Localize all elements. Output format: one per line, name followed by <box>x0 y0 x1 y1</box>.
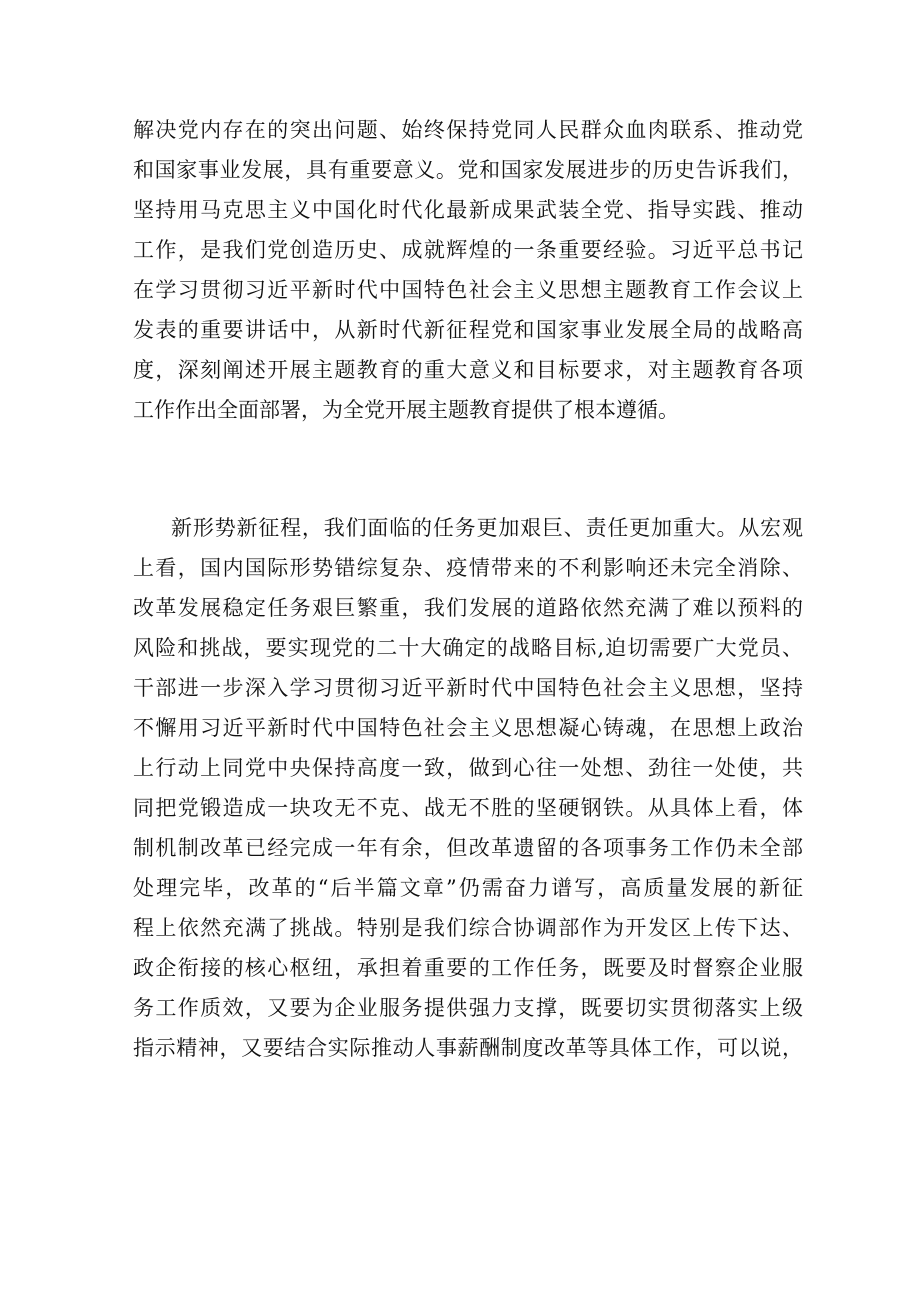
paragraph-line: 坚持用马克思主义中国化时代化最新成果武装全党、指导实践、推动 <box>133 198 803 222</box>
paragraph-line: 和国家事业发展，具有重要意义。党和国家发展进步的历史告诉我们， <box>133 158 803 182</box>
paragraph-line: 程上依然充满了挑战。特别是我们综合协调部作为开发区上传下达、 <box>133 916 803 940</box>
paragraph-line: 新形势新征程，我们面临的任务更加艰巨、责任更加重大。从宏观 <box>171 516 803 540</box>
paragraph-line: 改革发展稳定任务艰巨繁重，我们发展的道路依然充满了难以预料的 <box>133 596 803 620</box>
paragraph-line: 不懈用习近平新时代中国特色社会主义思想凝心铸魂，在思想上政治 <box>133 716 803 740</box>
paragraph-2 <box>133 508 803 1068</box>
paragraph-line: 发表的重要讲话中，从新时代新征程党和国家事业发展全局的战略高 <box>133 318 803 342</box>
paragraph-line: 制机制改革已经完成一年有余，但改革遗留的各项事务工作仍未全部 <box>133 836 803 860</box>
paragraph-line: 指示精神，又要结合实际推动人事薪酬制度改革等具体工作，可以说， <box>133 1036 803 1060</box>
paragraph-line: 同把党锻造成一块攻无不克、战无不胜的坚硬钢铁。从具体上看，体 <box>133 796 803 820</box>
paragraph-line: 风险和挑战，要实现党的二十大确定的战略目标,迫切需要广大党员、 <box>133 636 803 660</box>
paragraph-line: 处理完毕，改革的“后半篇文章”仍需奋力谱写，高质量发展的新征 <box>133 876 803 900</box>
paragraph-line: 上行动上同党中央保持高度一致，做到心往一处想、劲往一处使，共 <box>133 756 803 780</box>
paragraph-line: 工作，是我们党创造历史、成就辉煌的一条重要经验。习近平总书记 <box>133 238 803 262</box>
paragraph-line: 解决党内存在的突出问题、始终保持党同人民群众血肉联系、推动党 <box>133 118 803 142</box>
paragraph-line: 在学习贯彻习近平新时代中国特色社会主义思想主题教育工作会议上 <box>133 278 803 302</box>
paragraph-1 <box>133 110 803 430</box>
paragraph-line: 干部进一步深入学习贯彻习近平新时代中国特色社会主义思想，坚持 <box>133 676 803 700</box>
paragraph-line: 工作作出全面部署，为全党开展主题教育提供了根本遵循。 <box>133 398 679 422</box>
paragraph-line: 政企衔接的核心枢纽，承担着重要的工作任务，既要及时督察企业服 <box>133 956 803 980</box>
paragraph-line: 务工作质效，又要为企业服务提供强力支撑，既要切实贯彻落实上级 <box>133 996 803 1020</box>
paragraph-line: 度，深刻阐述开展主题教育的重大意义和目标要求，对主题教育各项 <box>133 358 803 382</box>
paragraph-line: 上看，国内国际形势错综复杂、疫情带来的不利影响还未完全消除、 <box>133 556 803 580</box>
